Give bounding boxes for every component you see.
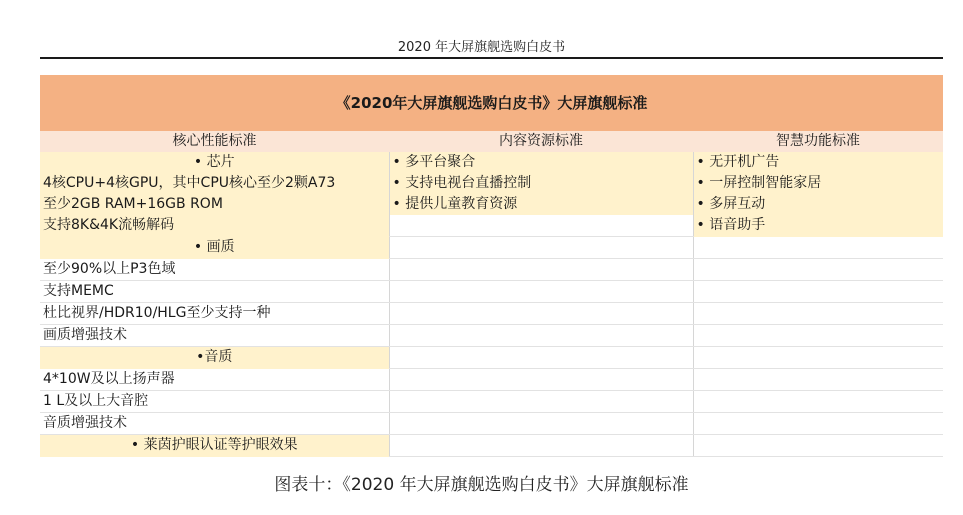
table-row — [40, 152, 943, 173]
empty-cell — [693, 369, 943, 391]
empty-cell — [389, 435, 693, 457]
empty-cell — [693, 413, 943, 435]
empty-cell — [389, 237, 693, 259]
table-row — [40, 259, 943, 281]
empty-cell — [693, 259, 943, 281]
smart-item: • 无开机广告 — [693, 152, 943, 173]
column-header-core: 核心性能标准 — [40, 131, 389, 152]
core-item: 音质增强技术 — [40, 413, 389, 435]
empty-cell — [693, 391, 943, 413]
core-item: 1 L及以上大音腔 — [40, 391, 389, 413]
table-row — [40, 303, 943, 325]
core-item: 杜比视界/HDR10/HLG至少支持一种 — [40, 303, 389, 325]
table-row — [40, 237, 943, 259]
figure-caption: 图表十：《2020 年大屏旗舰选购白皮书》大屏旗舰标准 — [274, 475, 689, 495]
core-heading-picture: • 画质 — [40, 237, 389, 259]
core-heading-sound: •音质 — [40, 347, 389, 369]
document-header: 2020 年大屏旗舰选购白皮书 — [397, 40, 566, 55]
empty-cell — [389, 303, 693, 325]
column-header-smart: 智慧功能标准 — [693, 131, 943, 152]
smart-item: • 多屏互动 — [693, 194, 943, 215]
standards-table — [40, 75, 943, 457]
smart-item: • 一屏控制智能家居 — [693, 173, 943, 194]
empty-cell — [693, 303, 943, 325]
table-row — [40, 194, 943, 215]
smart-item: • 语音助手 — [693, 215, 943, 237]
empty-cell — [693, 237, 943, 259]
core-item: 支持MEMC — [40, 281, 389, 303]
core-heading-eye-care: • 莱茵护眼认证等护眼效果 — [40, 435, 389, 457]
table-row — [40, 281, 943, 303]
table-row — [40, 347, 943, 369]
core-heading-chip: • 芯片 — [40, 152, 389, 173]
empty-cell — [693, 281, 943, 303]
core-item: 至少90%以上P3色域 — [40, 259, 389, 281]
empty-cell — [389, 391, 693, 413]
empty-cell — [389, 259, 693, 281]
empty-cell — [389, 369, 693, 391]
empty-cell — [693, 435, 943, 457]
header-rule — [40, 57, 943, 59]
empty-cell — [389, 281, 693, 303]
table-row — [40, 413, 943, 435]
core-item: 4核CPU+4核GPU，其中CPU核心至少2颗A73 — [40, 173, 389, 194]
content-item: • 提供儿童教育资源 — [389, 194, 693, 215]
empty-cell — [389, 347, 693, 369]
table-row — [40, 391, 943, 413]
table-row — [40, 173, 943, 194]
column-header-content: 内容资源标准 — [389, 131, 693, 152]
empty-cell — [693, 347, 943, 369]
core-item: 4*10W及以上扬声器 — [40, 369, 389, 391]
core-item: 支持8K&4K流畅解码 — [40, 215, 389, 237]
content-item: • 多平台聚合 — [389, 152, 693, 173]
table-row — [40, 435, 943, 457]
table-row — [40, 215, 943, 237]
empty-cell — [389, 325, 693, 347]
empty-cell — [389, 215, 693, 237]
core-item: 至少2GB RAM+16GB ROM — [40, 194, 389, 215]
table-row — [40, 369, 943, 391]
core-item: 画质增强技术 — [40, 325, 389, 347]
table-row — [40, 325, 943, 347]
table-title: 《2020年大屏旗舰选购白皮书》大屏旗舰标准 — [40, 75, 943, 131]
content-item: • 支持电视台直播控制 — [389, 173, 693, 194]
empty-cell — [693, 325, 943, 347]
empty-cell — [389, 413, 693, 435]
